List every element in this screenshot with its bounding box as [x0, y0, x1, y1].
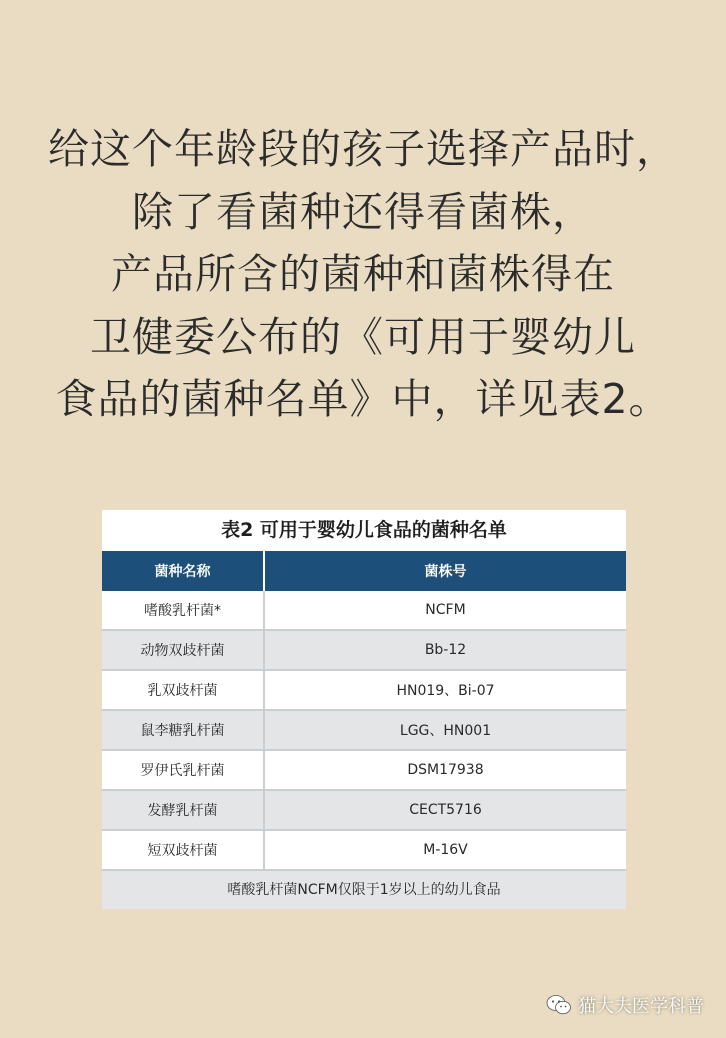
table-row: [102, 630, 626, 670]
species-cell: 发酵乳杆菌: [102, 790, 264, 830]
table-row: [102, 830, 626, 870]
table-row: [102, 670, 626, 710]
species-cell: 短双歧杆菌: [102, 830, 264, 870]
strain-cell: NCFM: [264, 591, 626, 630]
species-cell: 动物双歧杆菌: [102, 630, 264, 670]
headline-line: 卫健委公布的《可用于婴幼儿: [90, 312, 636, 361]
headline-line: 产品所含的菌种和菌株得在: [111, 250, 615, 298]
strain-cell: CECT5716: [264, 790, 626, 830]
table-row: [102, 750, 626, 790]
header-strain: 菌株号: [264, 551, 626, 591]
watermark-text: 猫大夫医学科普: [578, 996, 704, 1017]
table-title: 表2 可用于婴幼儿食品的菌种名单: [102, 510, 626, 551]
species-cell: 罗伊氏乳杆菌: [102, 750, 264, 790]
headline: [0, 118, 726, 431]
species-cell: 鼠李糖乳杆菌: [102, 710, 264, 750]
headline-line: 除了看菌种还得看菌株，: [132, 187, 594, 236]
strain-cell: LGG、HN001: [264, 710, 626, 750]
table-row: [102, 710, 626, 750]
watermark: [546, 992, 704, 1018]
strain-cell: M-16V: [264, 830, 626, 870]
wechat-icon: [546, 994, 572, 1016]
table-row: [102, 591, 626, 630]
headline-line: 给这个年龄段的孩子选择产品时，: [48, 125, 678, 173]
strain-cell: Bb-12: [264, 630, 626, 670]
table-header-row: [102, 551, 626, 591]
strain-cell: HN019、Bi-07: [264, 670, 626, 710]
table-footnote: 嗜酸乳杆菌NCFM仅限于1岁以上的幼儿食品: [102, 871, 626, 909]
strain-grid: [102, 551, 626, 871]
strain-table: [102, 510, 626, 909]
headline-line: 食品的菌种名单》中，详见表2。: [55, 375, 671, 423]
species-cell: 乳双歧杆菌: [102, 670, 264, 710]
table-row: [102, 790, 626, 830]
header-species: 菌种名称: [102, 551, 264, 591]
species-cell: 嗜酸乳杆菌*: [102, 591, 264, 630]
strain-cell: DSM17938: [264, 750, 626, 790]
